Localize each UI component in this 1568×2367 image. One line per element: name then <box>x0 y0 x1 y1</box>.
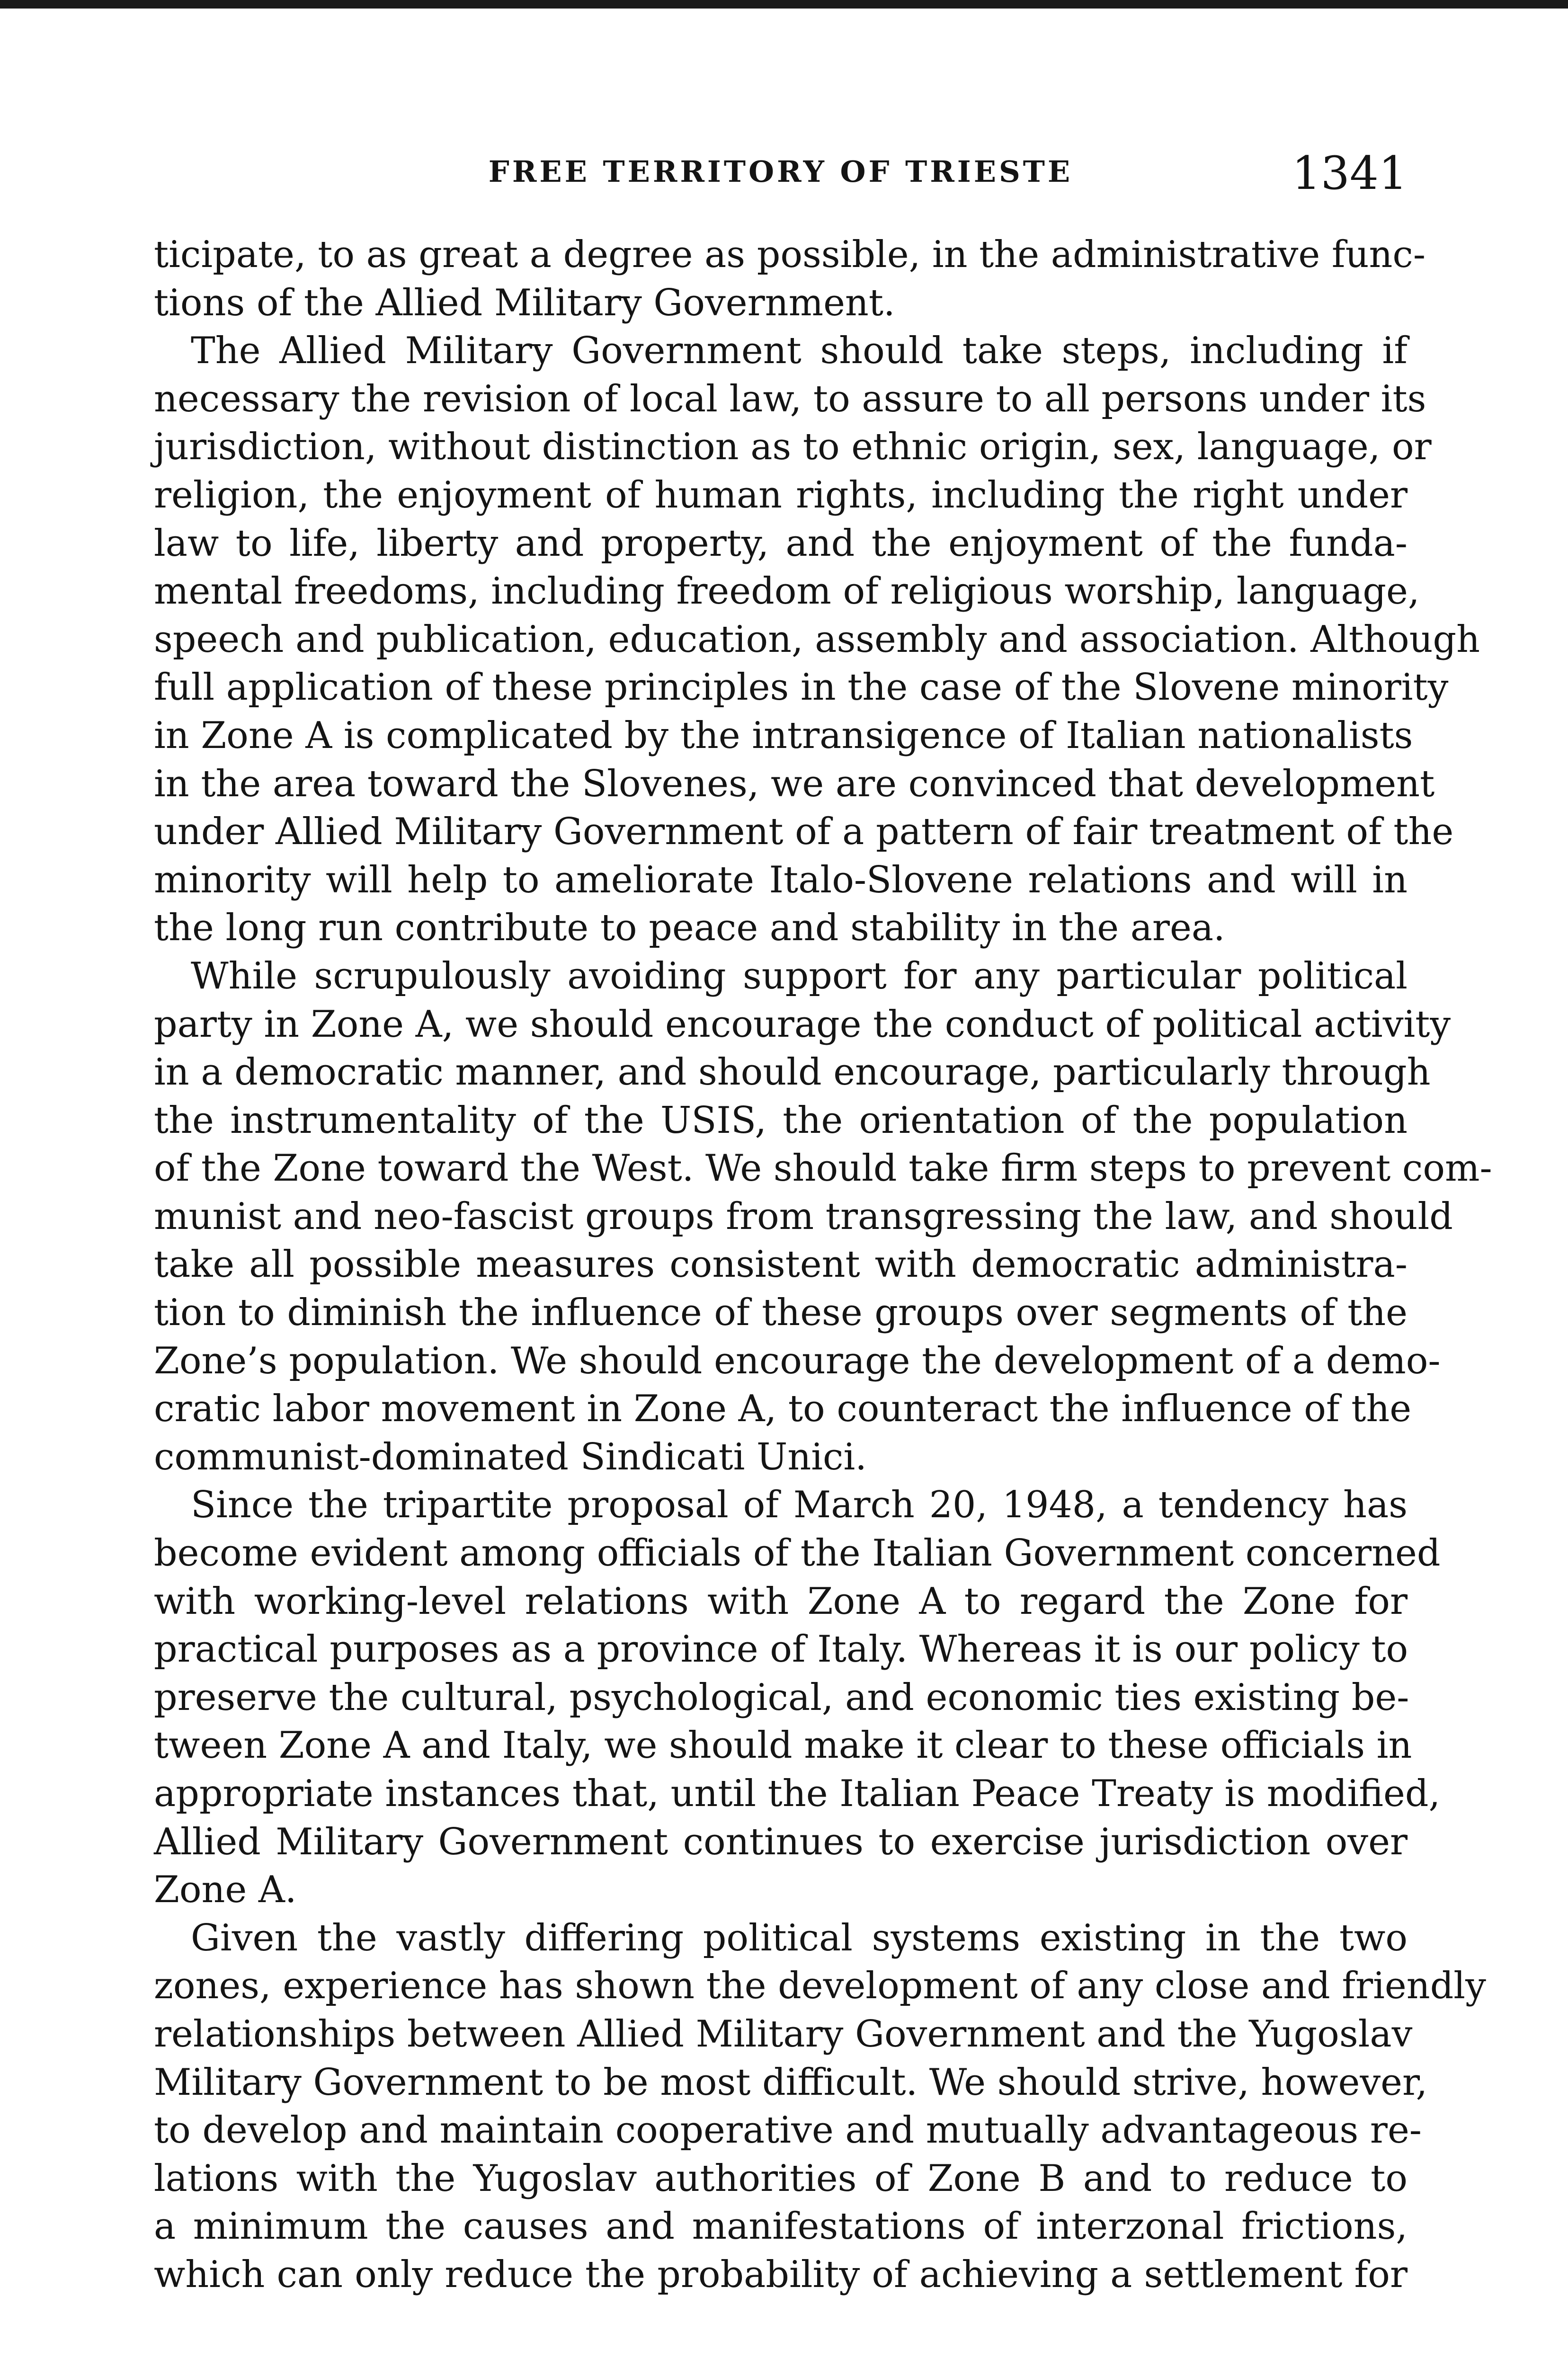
text-line: necessary the revision of local law, to assure to all persons under its <box>154 377 1426 420</box>
body-text <box>154 231 1492 2299</box>
text-line: the long run contribute to peace and stability in the area. <box>154 907 1225 950</box>
text-line: appropriate instances that, until the Italian Peace Treaty is modified, <box>154 1772 1441 1815</box>
text-line: Allied Military Government continues to exercise jurisdiction over <box>154 1820 1408 1863</box>
text-line: law to life, liberty and property, and the enjoyment of the funda- <box>154 522 1408 565</box>
text-line: munist and neo-fascist groups from transgressing the law, and should <box>154 1195 1453 1238</box>
text-line: preserve the cultural, psychological, and economic ties existing be- <box>154 1676 1409 1719</box>
text-line: become evident among officials of the Italian Government concerned <box>154 1532 1441 1575</box>
text-line: to develop and maintain cooperative and mutually advantageous re- <box>154 2109 1422 2152</box>
text-line: a minimum the causes and manifestations of interzonal frictions, <box>154 2205 1408 2248</box>
page-header <box>154 147 1408 200</box>
paragraph-yugoslav-relations <box>154 1914 1486 2299</box>
text-line: Zone’s population. We should encourage the development of a demo- <box>154 1339 1441 1382</box>
text-line: under Allied Military Government of a pattern of fair treatment of the <box>154 810 1454 854</box>
text-line: in a democratic manner, and should encourage, particularly through <box>154 1051 1431 1094</box>
paragraph-human-rights <box>154 327 1480 952</box>
text-line: full application of these principles in the case of the Slovene minority <box>154 666 1449 709</box>
text-line: Zone A. <box>154 1869 297 1912</box>
text-line: jurisdiction, without distinction as to ethnic origin, sex, language, or <box>154 426 1432 469</box>
paragraph-political-activity <box>154 952 1492 1482</box>
paragraph-tripartite-proposal <box>154 1481 1441 1914</box>
text-line: in Zone A is complicated by the intransigence of Italian nationalists <box>154 714 1413 757</box>
text-line: communist-dominated Sindicati Unici. <box>154 1435 867 1478</box>
text-line: mental freedoms, including freedom of religious worship, language, <box>154 570 1420 613</box>
page-number: 1341 <box>1292 147 1408 200</box>
top-border-rule <box>0 0 1568 9</box>
text-line: tion to diminish the influence of these groups over segments of the <box>154 1291 1408 1335</box>
text-line: Since the tripartite proposal of March 20, 1948, a tendency has <box>191 1484 1408 1527</box>
text-line: tions of the Allied Military Government. <box>154 281 895 324</box>
text-line: Given the vastly differing political systems existing in the two <box>191 1916 1408 1959</box>
text-line: While scrupulously avoiding support for any particular political <box>191 954 1408 997</box>
text-line: in the area toward the Slovenes, we are convinced that development <box>154 762 1435 805</box>
text-line: tween Zone A and Italy, we should make it clear to these officials in <box>154 1724 1412 1767</box>
text-line: practical purposes as a province of Italy. Whereas it is our policy to <box>154 1628 1408 1671</box>
text-line: the instrumentality of the USIS, the orientation of the population <box>154 1099 1408 1142</box>
text-line: religion, the enjoyment of human rights, including the right under <box>154 473 1408 516</box>
text-line: take all possible measures consistent with democratic administra- <box>154 1243 1408 1286</box>
text-line: minority will help to ameliorate Italo-Slovene relations and will in <box>154 858 1408 901</box>
text-line: Military Government to be most difficult. We should strive, however, <box>154 2061 1428 2104</box>
text-line: cratic labor movement in Zone A, to counteract the influence of the <box>154 1388 1412 1431</box>
paragraph-1-continuation <box>154 231 1426 327</box>
running-title: FREE TERRITORY OF TRIESTE <box>488 154 1073 189</box>
text-line: lations with the Yugoslav authorities of Zone B and to reduce to <box>154 2157 1408 2200</box>
text-line: The Allied Military Government should take steps, including if <box>191 329 1408 373</box>
text-line: which can only reduce the probability of achieving a settlement for <box>154 2253 1408 2296</box>
text-line: zones, experience has shown the development of any close and friendly <box>154 1965 1486 2008</box>
text-line: with working-level relations with Zone A to regard the Zone for <box>154 1580 1408 1623</box>
text-line: party in Zone A, we should encourage the conduct of political activity <box>154 1003 1451 1046</box>
text-line: ticipate, to as great a degree as possible, in the administrative func- <box>154 233 1426 276</box>
text-line: of the Zone toward the West. We should take firm steps to prevent com- <box>154 1147 1492 1190</box>
text-line: speech and publication, education, assembly and association. Although <box>154 618 1480 661</box>
text-line: relationships between Allied Military Government and the Yugoslav <box>154 2012 1413 2056</box>
